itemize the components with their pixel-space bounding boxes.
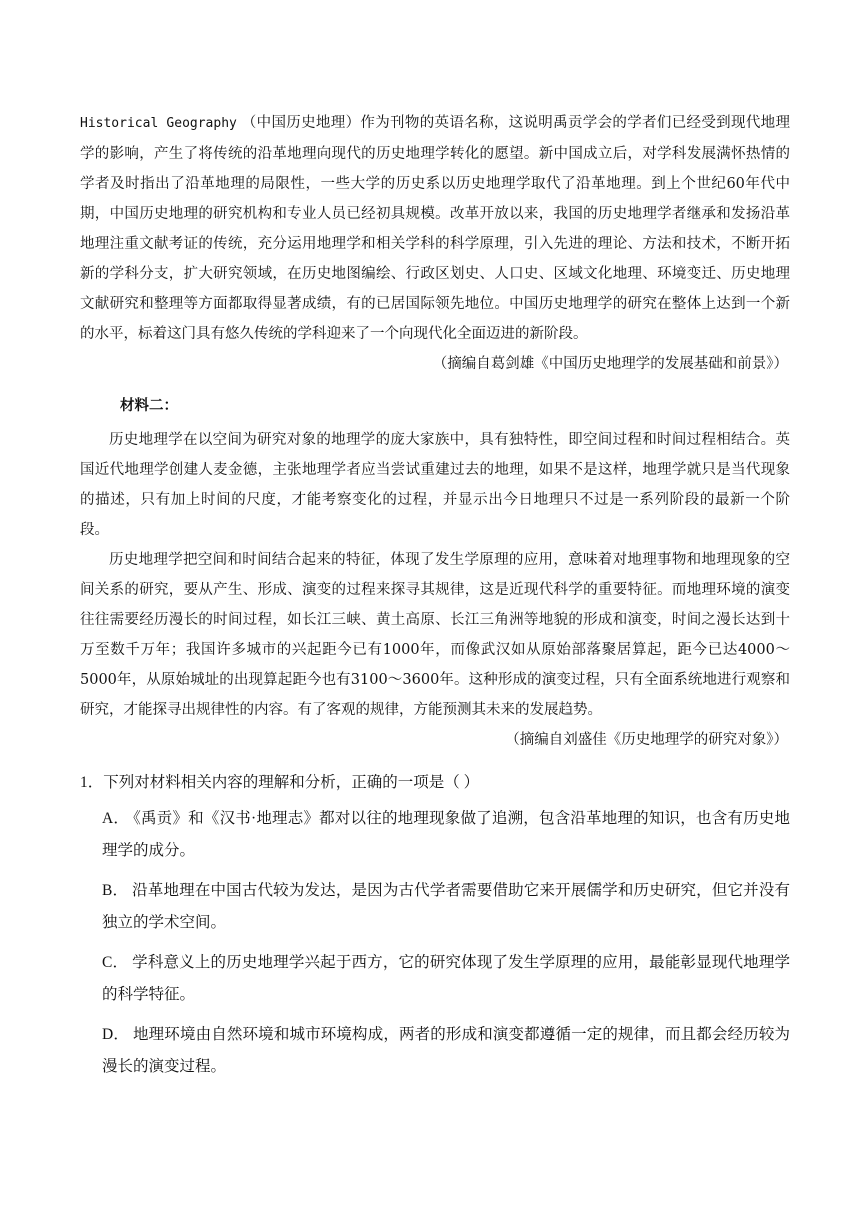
option-letter: C． <box>102 954 129 971</box>
material-two-heading: 材料二： <box>120 398 178 414</box>
material-one-paragraph <box>80 108 790 349</box>
option-a <box>102 803 790 867</box>
option-b <box>102 875 790 939</box>
option-letter: A． <box>102 810 130 827</box>
material-two-source: （摘编自刘盛佳《历史地理学的研究对象》） <box>505 732 788 748</box>
option-letter: D． <box>102 1026 129 1043</box>
material-one-source: （摘编自葛剑雄《中国历史地理学的发展基础和前景》） <box>432 356 788 372</box>
option-letter: B． <box>102 882 129 899</box>
option-text: 沿革地理在中国古代较为发达，是因为古代学者需要借助它来开展儒学和历史研究，但它并没有独立的学术空间。 <box>102 882 790 931</box>
document-body <box>80 108 790 1091</box>
option-text: 学科意义上的历史地理学兴起于西方，它的研究体现了发生学原理的应用，最能彰显现代地理学的科学特征。 <box>102 954 790 1003</box>
material-one-text: （中国历史地理）作为刊物的英语名称，这说明禹贡学会的学者们已经受到现代地理学的影响，产生了将传统的沿革地理向现代的历史地理学转化的愿望。新中国成立后，对学科发展满怀热情的学者及时指出了沿革地理的局限性，一些大学的历史系以历史地理学取代了沿革地理。到上个世纪60年代中期，中国历史地理的研究机构和专业人员已经初具规模。改革开放以来，我国的历史地理学者继承和发扬沿革地理注重文献考证的传统，充分运用地理学和相关学科的科学原理，引入先进的理论、方法和技术，不断开拓新的学科分支，扩大研究领域，在历史地图编绘、行政区划史、人口史、区域文化地理、环境变迁、历史地理文献研究和整理等方面都取得显著成绩，有的已居国际领先地位。中国历史地理学的研究在整体上达到一个新的水平，标着这门具有悠久传统的学科迎来了一个向现代化全面迈进的新阶段。 <box>80 115 790 342</box>
option-c <box>102 947 790 1011</box>
option-text: 地理环境由自然环境和城市环境构成，两者的形成和演变都遵循一定的规律，而且都会经历较为漫长的演变过程。 <box>102 1026 790 1075</box>
material-two-paragraph-2: 历史地理学把空间和时间结合起来的特征，体现了发生学原理的应用，意味着对地理事物和地理现象的空间关系的研究，要从产生、形成、演变的过程来探寻其规律，这是近现代科学的重要特征。而地理环境的演变往往需要经历漫长的时间过程，如长江三峡、黄土高原、长江三角洲等地貌的形成和演变，时间之漫长达到十万至数千万年；我国许多城市的兴起距今已有1000年，而像武汉如从原始部落聚居算起，距今已达4000～5000年，从原始城址的出现算起距今也有3100～3600年。这种形成的演变过程，只有全面系统地进行观察和研究，才能探寻出规律性的内容。有了客观的规律，方能预测其未来的发展趋势。 <box>80 552 790 718</box>
english-title: Historical Geography <box>80 116 237 131</box>
option-d <box>102 1019 790 1083</box>
question-stem: 1．下列对材料相关内容的理解和分析，正确的一项是（ ） <box>80 774 480 791</box>
material-two-paragraph-1: 历史地理学在以空间为研究对象的地理学的庞大家族中，具有独特性，即空间过程和时间过程相结合。英国近代地理学创建人麦金德，主张地理学者应当尝试重建过去的地理，如果不是这样，地理学就只是当代现象的描述，只有加上时间的尺度，才能考察变化的过程，并显示出今日地理只不过是一系列阶段的最新一个阶段。 <box>80 432 790 538</box>
option-text: 《禹贡》和《汉书·地理志》都对以往的地理现象做了追溯，包含沿革地理的知识，也含有历史地理学的成分。 <box>102 810 790 859</box>
